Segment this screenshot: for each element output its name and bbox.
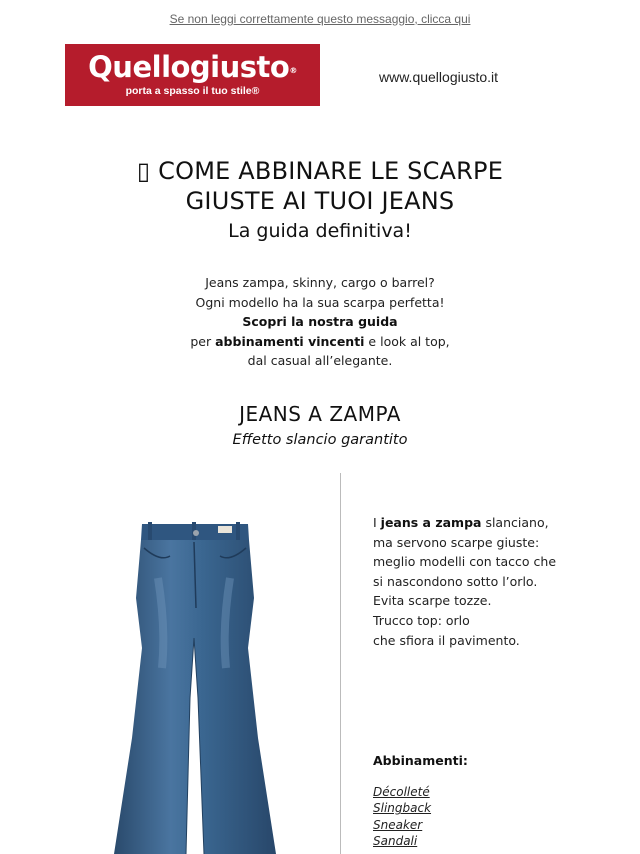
brand-logo[interactable] (65, 44, 320, 106)
hero-title-line2: GIUSTE AI TUOI JEANS (185, 187, 455, 215)
logo-wordmark: Quellogiusto® (88, 50, 297, 84)
hero-title-line1: ▯ COME ABBINARE LE SCARPE (136, 157, 504, 185)
view-online-link[interactable]: Se non leggi correttamente questo messaggio, clicca qui (169, 12, 471, 26)
abbinamento-link-sandali[interactable]: Sandali (373, 833, 418, 848)
hero-subtitle: La guida definitiva! (228, 220, 412, 242)
jeans-flare-image[interactable] (108, 518, 284, 854)
abbinamento-link-slingback[interactable]: Slingback (373, 801, 432, 816)
section-title: JEANS A ZAMPA (239, 402, 401, 426)
abbinamento-link-sneaker[interactable]: Sneaker (373, 817, 423, 832)
hero-title (80, 156, 560, 216)
logo-tagline: porta a spasso il tuo stile® (125, 85, 260, 97)
view-online-bar (0, 12, 640, 26)
intro-text: Jeans zampa, skinny, cargo o barrel? Ogni modello ha la sua scarpa perfetta! Scopri la nostra guida per abbinamenti vincenti e look al top, dal casual all’elegante. (190, 275, 450, 369)
abbinamento-link-decollete[interactable]: Décolleté (373, 785, 430, 799)
column-divider (340, 473, 341, 854)
abbinamenti-list (373, 784, 431, 849)
section-description: I jeans a zampa slanciano, ma servono scarpe giuste: meglio modelli con tacco che si nascondono sotto l’orlo. Evita scarpe tozze. Trucco top: orlo che sfiora il pavimento. (373, 515, 557, 648)
website-link[interactable]: www.quellogiusto.it (379, 69, 499, 85)
section-subtitle: Effetto slancio garantito (232, 432, 408, 448)
abbinamenti-label: Abbinamenti: (373, 753, 468, 768)
